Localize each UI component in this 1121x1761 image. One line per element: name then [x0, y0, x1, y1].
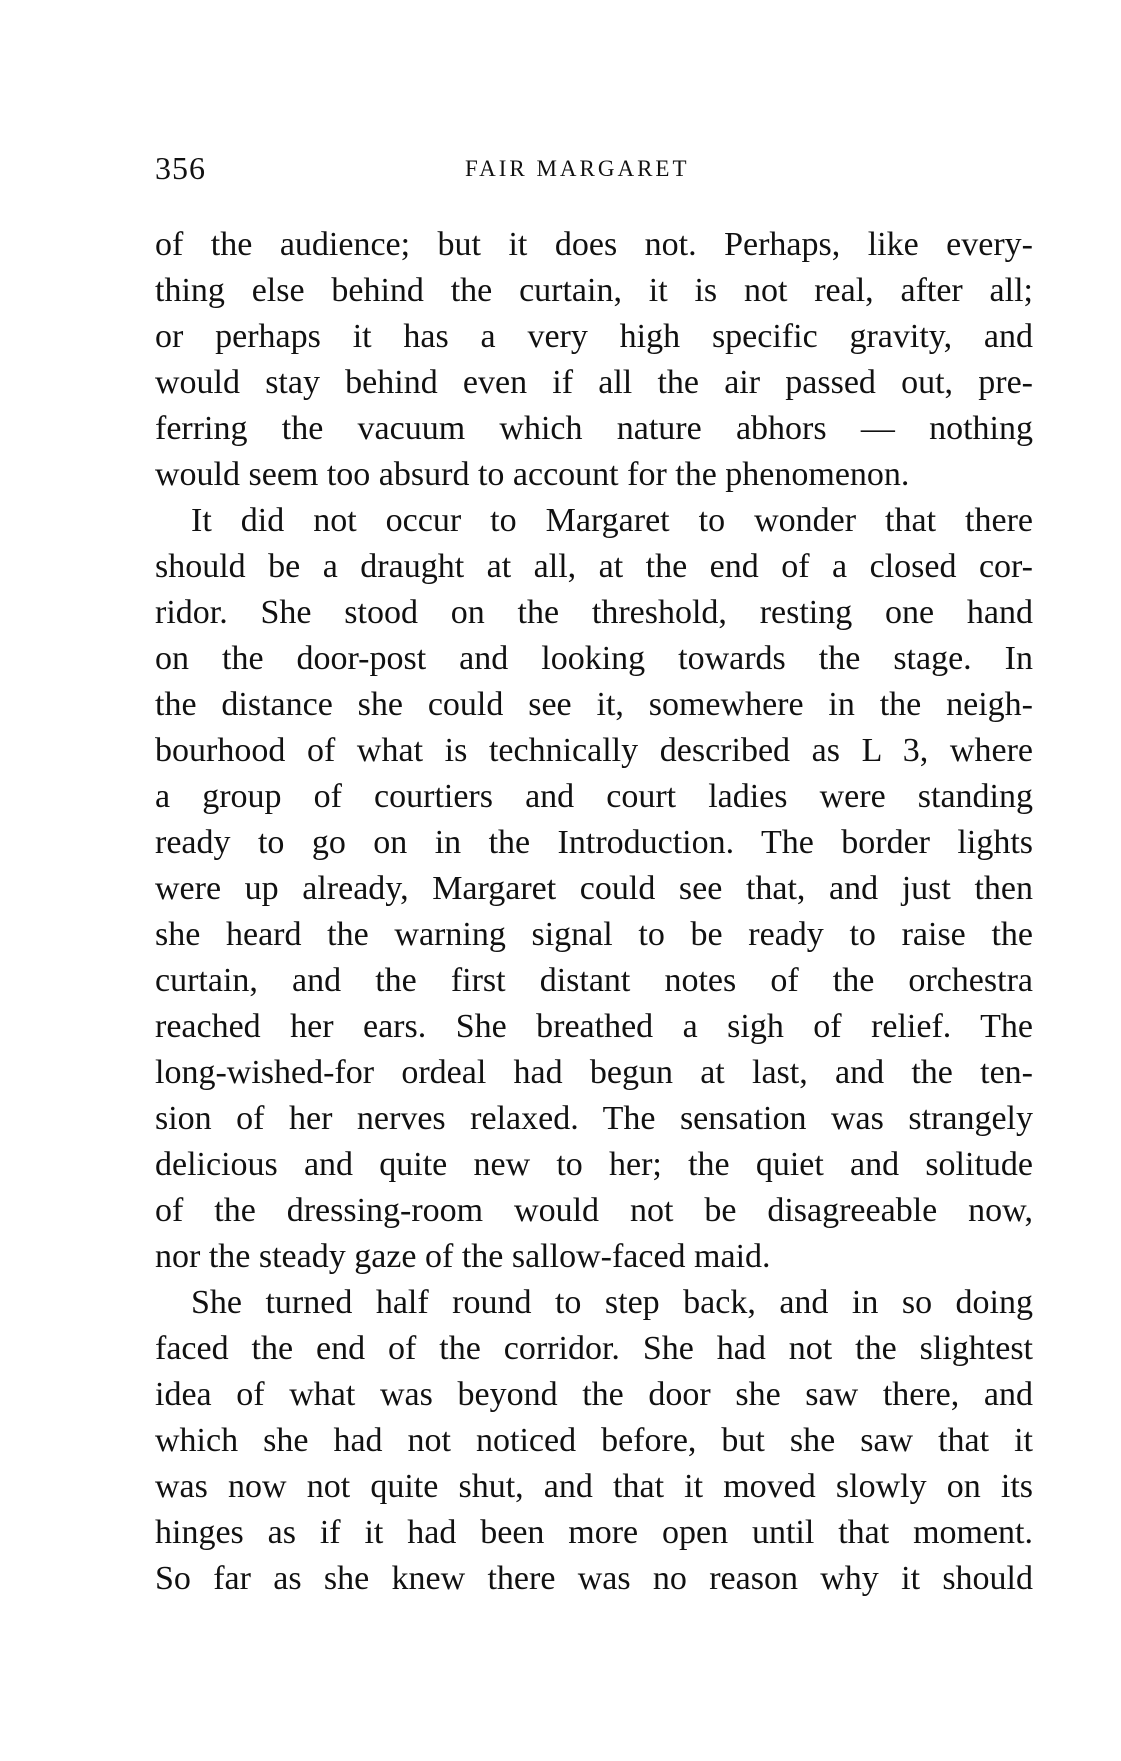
text-line: sion of her nerves relaxed. The sensation was strangely	[155, 1100, 1033, 1137]
running-head	[155, 150, 1035, 190]
text-line: thing else behind the curtain, it is not real, after all;	[155, 272, 1033, 309]
text-line: bourhood of what is technically described as L 3, where	[155, 732, 1033, 769]
text-line: long-wished-for ordeal had begun at last, and the ten-	[155, 1054, 1033, 1091]
text-line: would seem too absurd to account for the phenomenon.	[155, 456, 910, 493]
text-line: a group of courtiers and court ladies were standing	[155, 778, 1033, 815]
text-line: curtain, and the first distant notes of the orchestra	[155, 962, 1033, 999]
text-line: ready to go on in the Introduction. The border lights	[155, 824, 1033, 861]
text-line: ridor. She stood on the threshold, resting one hand	[155, 594, 1033, 631]
text-line: nor the steady gaze of the sallow-faced maid.	[155, 1238, 771, 1275]
text-line: faced the end of the corridor. She had not the slightest	[155, 1330, 1033, 1367]
text-line: or perhaps it has a very high specific gravity, and	[155, 318, 1033, 355]
text-line: was now not quite shut, and that it moved slowly on its	[155, 1468, 1033, 1505]
text-line: So far as she knew there was no reason why it should	[155, 1560, 1033, 1597]
text-line: which she had not noticed before, but she saw that it	[155, 1422, 1033, 1459]
text-line: reached her ears. She breathed a sigh of relief. The	[155, 1008, 1033, 1045]
running-title: FAIR MARGARET	[465, 156, 690, 181]
text-line: hinges as if it had been more open until that moment.	[155, 1514, 1033, 1551]
page-number: 356	[155, 150, 206, 186]
text-line: idea of what was beyond the door she saw there, and	[155, 1376, 1033, 1413]
text-line: should be a draught at all, at the end of a closed cor-	[155, 548, 1033, 585]
text-line: delicious and quite new to her; the quiet and solitude	[155, 1146, 1033, 1183]
paragraph-first-line: It did not occur to Margaret to wonder that there	[191, 502, 1033, 539]
text-line: the distance she could see it, somewhere in the neigh-	[155, 686, 1033, 723]
text-line: ferring the vacuum which nature abhors — nothing	[155, 410, 1033, 447]
body-text	[155, 222, 1033, 1602]
text-line: she heard the warning signal to be ready to raise the	[155, 916, 1033, 953]
text-line: of the audience; but it does not. Perhaps, like every-	[155, 226, 1033, 263]
text-line: were up already, Margaret could see that, and just then	[155, 870, 1033, 907]
text-line: would stay behind even if all the air passed out, pre-	[155, 364, 1033, 401]
text-line: of the dressing-room would not be disagreeable now,	[155, 1192, 1033, 1229]
paragraph-first-line: She turned half round to step back, and in so doing	[191, 1284, 1033, 1321]
text-line: on the door-post and looking towards the stage. In	[155, 640, 1033, 677]
